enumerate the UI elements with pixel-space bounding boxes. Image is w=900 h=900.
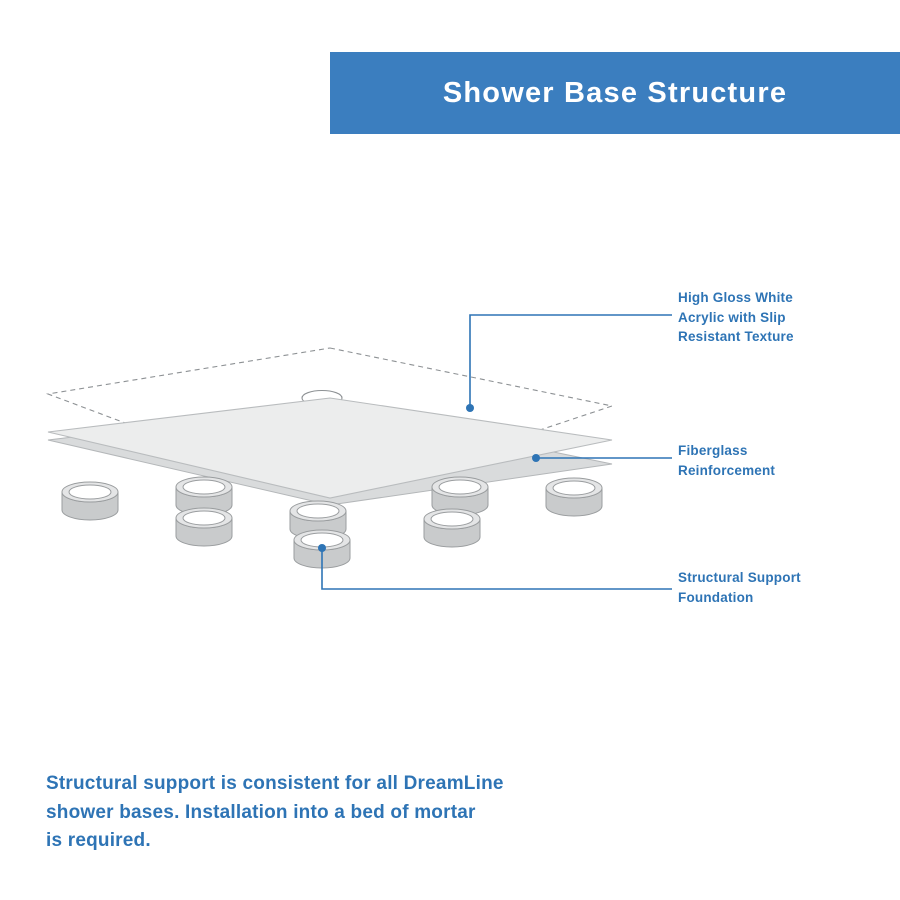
callout-acrylic-line3: Resistant Texture: [678, 329, 794, 345]
support-ring: [176, 508, 232, 546]
callout-fiberglass-line2: Reinforcement: [678, 462, 776, 478]
footer-note-line3: is required.: [46, 830, 151, 851]
callout-label-support: [678, 568, 888, 607]
callout-acrylic-line1: High Gloss White: [678, 290, 793, 305]
callout-dot-support: [318, 544, 326, 552]
callout-dot-acrylic: [466, 404, 474, 412]
page-title: Shower Base Structure: [442, 76, 788, 109]
footer-note-line2: shower bases. Installation into a bed of mortar: [46, 801, 476, 823]
callout-acrylic-line2: Acrylic with Slip: [678, 309, 786, 325]
support-ring: [62, 482, 118, 520]
footer-note: [46, 770, 646, 856]
footer-note-line1: Structural support is consistent for all DreamLine: [46, 773, 504, 794]
callout-support-line2: Foundation: [678, 589, 754, 605]
support-ring: [424, 509, 480, 547]
callout-label-acrylic: [678, 288, 878, 347]
callout-dot-fiberglass: [532, 454, 540, 462]
callout-label-fiberglass: [678, 441, 878, 480]
support-ring: [546, 478, 602, 516]
callout-support-line1: Structural Support: [678, 570, 801, 585]
fiberglass-panel: [48, 398, 612, 505]
callout-fiberglass-line1: Fiberglass: [678, 443, 748, 458]
